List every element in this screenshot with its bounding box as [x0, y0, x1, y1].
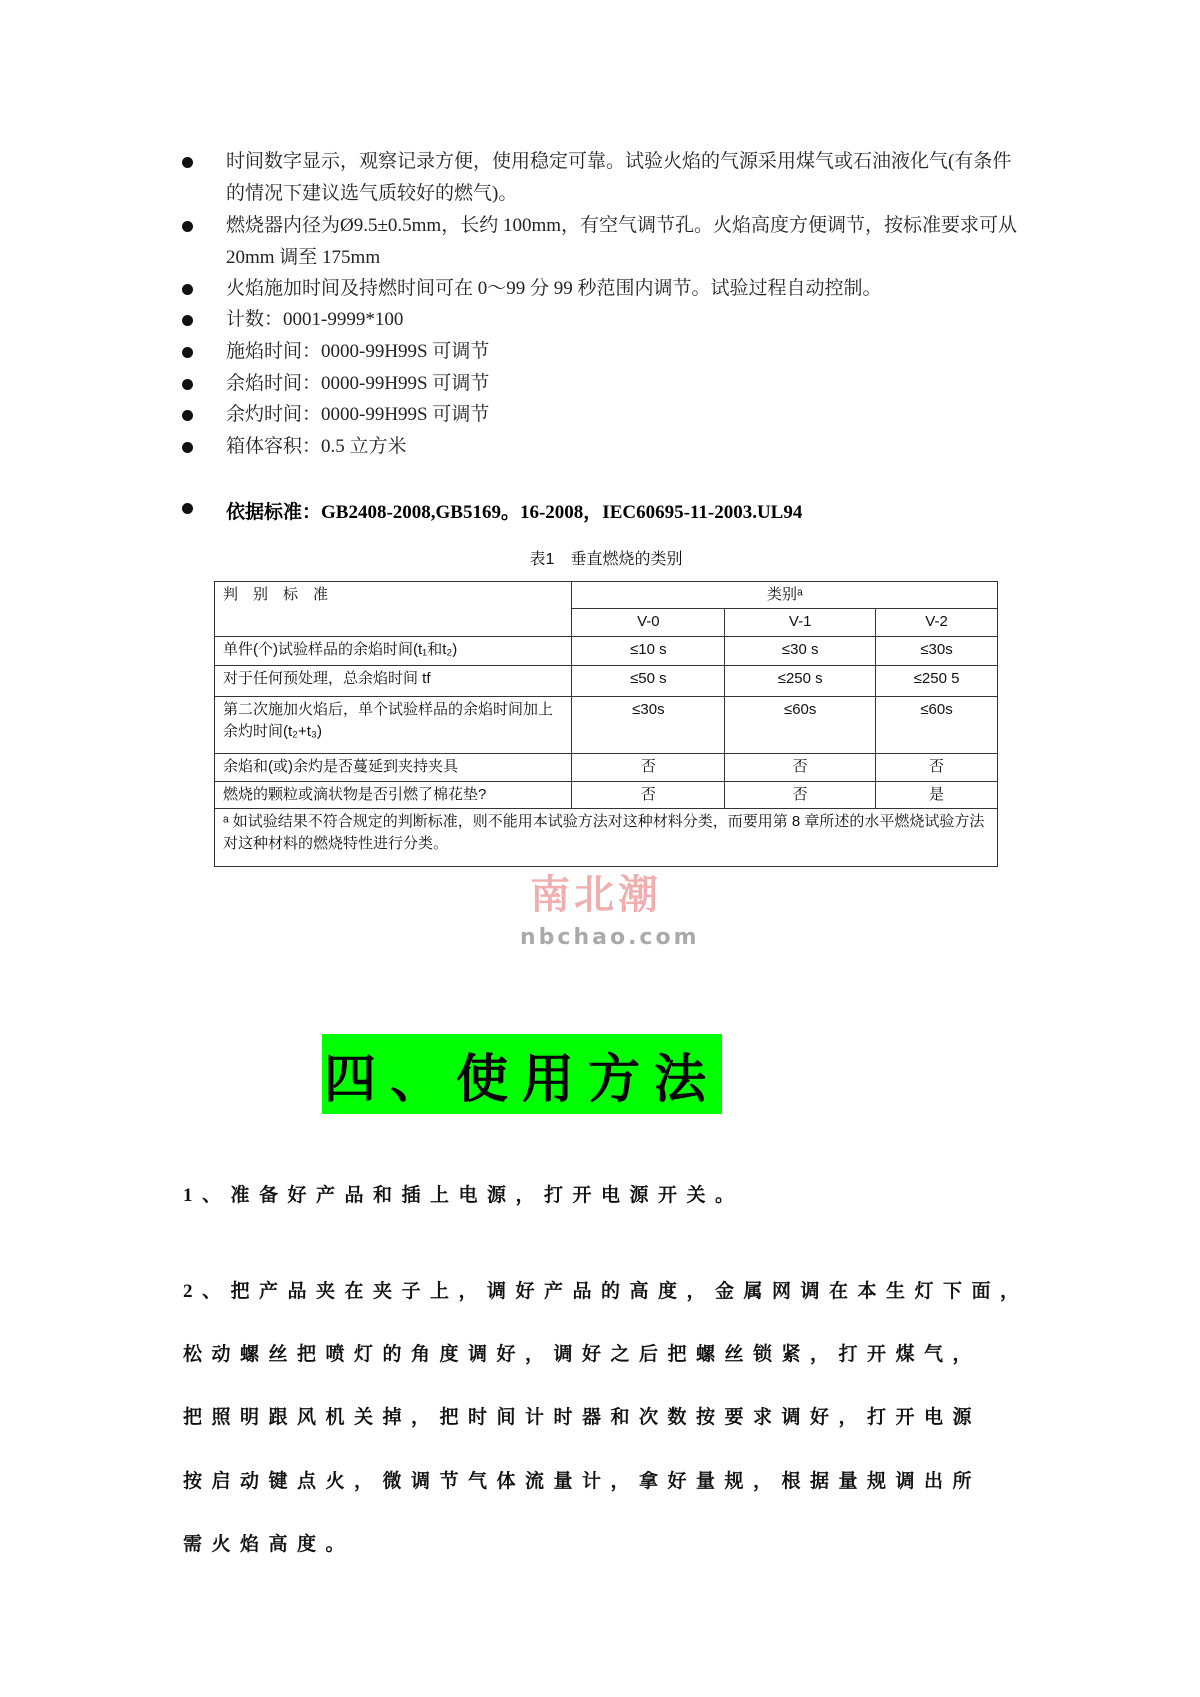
flammability-table	[214, 581, 998, 867]
step-line: 1、准备好产品和插上电源，打开电源开关。	[183, 1185, 744, 1206]
table-caption: 表1 垂直燃烧的类别	[529, 551, 683, 568]
bullet-icon	[182, 347, 193, 358]
table-row: 对于任何预处理，总余焰时间 tf ≤50 s ≤250 s ≤250 5	[215, 666, 998, 697]
feature-item: 时间数字显示，观察记录方便，使用稳定可靠。试验火焰的气源采用煤气或石油液化气(有条件的情况下建议选气质较好的燃气)。	[182, 146, 1022, 209]
feature-item: 施焰时间：0000-99H99S 可调节	[182, 336, 1022, 368]
step-line: 按启动键点火，微调节气体流量计，拿好量规，根据量规调出所	[183, 1471, 982, 1492]
table-row: 单件(个)试验样品的余焰时间(t₁和t₂) ≤10 s ≤30 s ≤30s	[215, 637, 998, 666]
criteria-header: 判 别 标 准	[215, 582, 572, 637]
bullet-icon	[182, 157, 193, 168]
watermark-text: nbchao.com	[520, 925, 700, 950]
step-line: 需火焰高度。	[183, 1534, 355, 1555]
step-line: 松动螺丝把喷灯的角度调好，调好之后把螺丝锁紧，打开煤气，	[183, 1344, 982, 1365]
bullet-icon	[182, 221, 193, 232]
bullet-icon	[182, 410, 193, 421]
feature-item: 余灼时间：0000-99H99S 可调节	[182, 399, 1022, 431]
watermark-logo: 南北潮	[530, 872, 662, 917]
bullet-icon	[182, 315, 193, 326]
column-header: V-1	[725, 609, 876, 637]
category-header: 类别ᵃ	[572, 582, 998, 609]
column-header: V-2	[876, 609, 998, 637]
column-header: V-0	[572, 609, 725, 637]
section-title: 四、使用方法	[323, 1049, 720, 1110]
section-title-box	[322, 1034, 722, 1114]
bullet-icon	[182, 379, 193, 390]
bullet-icon	[182, 442, 193, 453]
step-line: 2、把产品夹在夹子上，调好产品的高度，金属网调在本生灯下面，	[183, 1281, 1029, 1302]
feature-item: 火焰施加时间及持燃时间可在 0～99 分 99 秒范围内调节。试验过程自动控制。	[182, 273, 1022, 305]
feature-item: 余焰时间：0000-99H99S 可调节	[182, 368, 1022, 400]
bullet-icon	[182, 284, 193, 295]
table-row: 第二次施加火焰后，单个试验样品的余焰时间加上余灼时间(t₂+t₃) ≤30s ≤60s ≤60s	[215, 697, 998, 754]
feature-item: 燃烧器内径为Ø9.5±0.5mm，长约 100mm，有空气调节孔。火焰高度方便调节，按标准要求可从 20mm 调至 175mm	[182, 210, 1022, 273]
feature-item: 箱体容积：0.5 立方米	[182, 431, 1022, 463]
table-row: 余焰和(或)余灼是否蔓延到夹持夹具 否 否 否	[215, 754, 998, 782]
feature-item: 计数：0001-9999*100	[182, 304, 1022, 336]
table-footnote: ᵃ 如试验结果不符合规定的判断标准，则不能用本试验方法对这种材料分类，而要用第 8 章所述的水平燃烧试验方法对这种材料的燃烧特性进行分类。	[215, 809, 998, 867]
step-line: 把照明跟风机关掉，把时间计时器和次数按要求调好，打开电源	[183, 1407, 982, 1428]
standards-item: 依据标准：GB2408-2008,GB5169。16-2008，IEC60695-11-2003.UL94	[182, 497, 1022, 529]
table-row: 燃烧的颗粒或滴状物是否引燃了棉花垫? 否 否 是	[215, 782, 998, 809]
bullet-icon	[182, 503, 193, 514]
